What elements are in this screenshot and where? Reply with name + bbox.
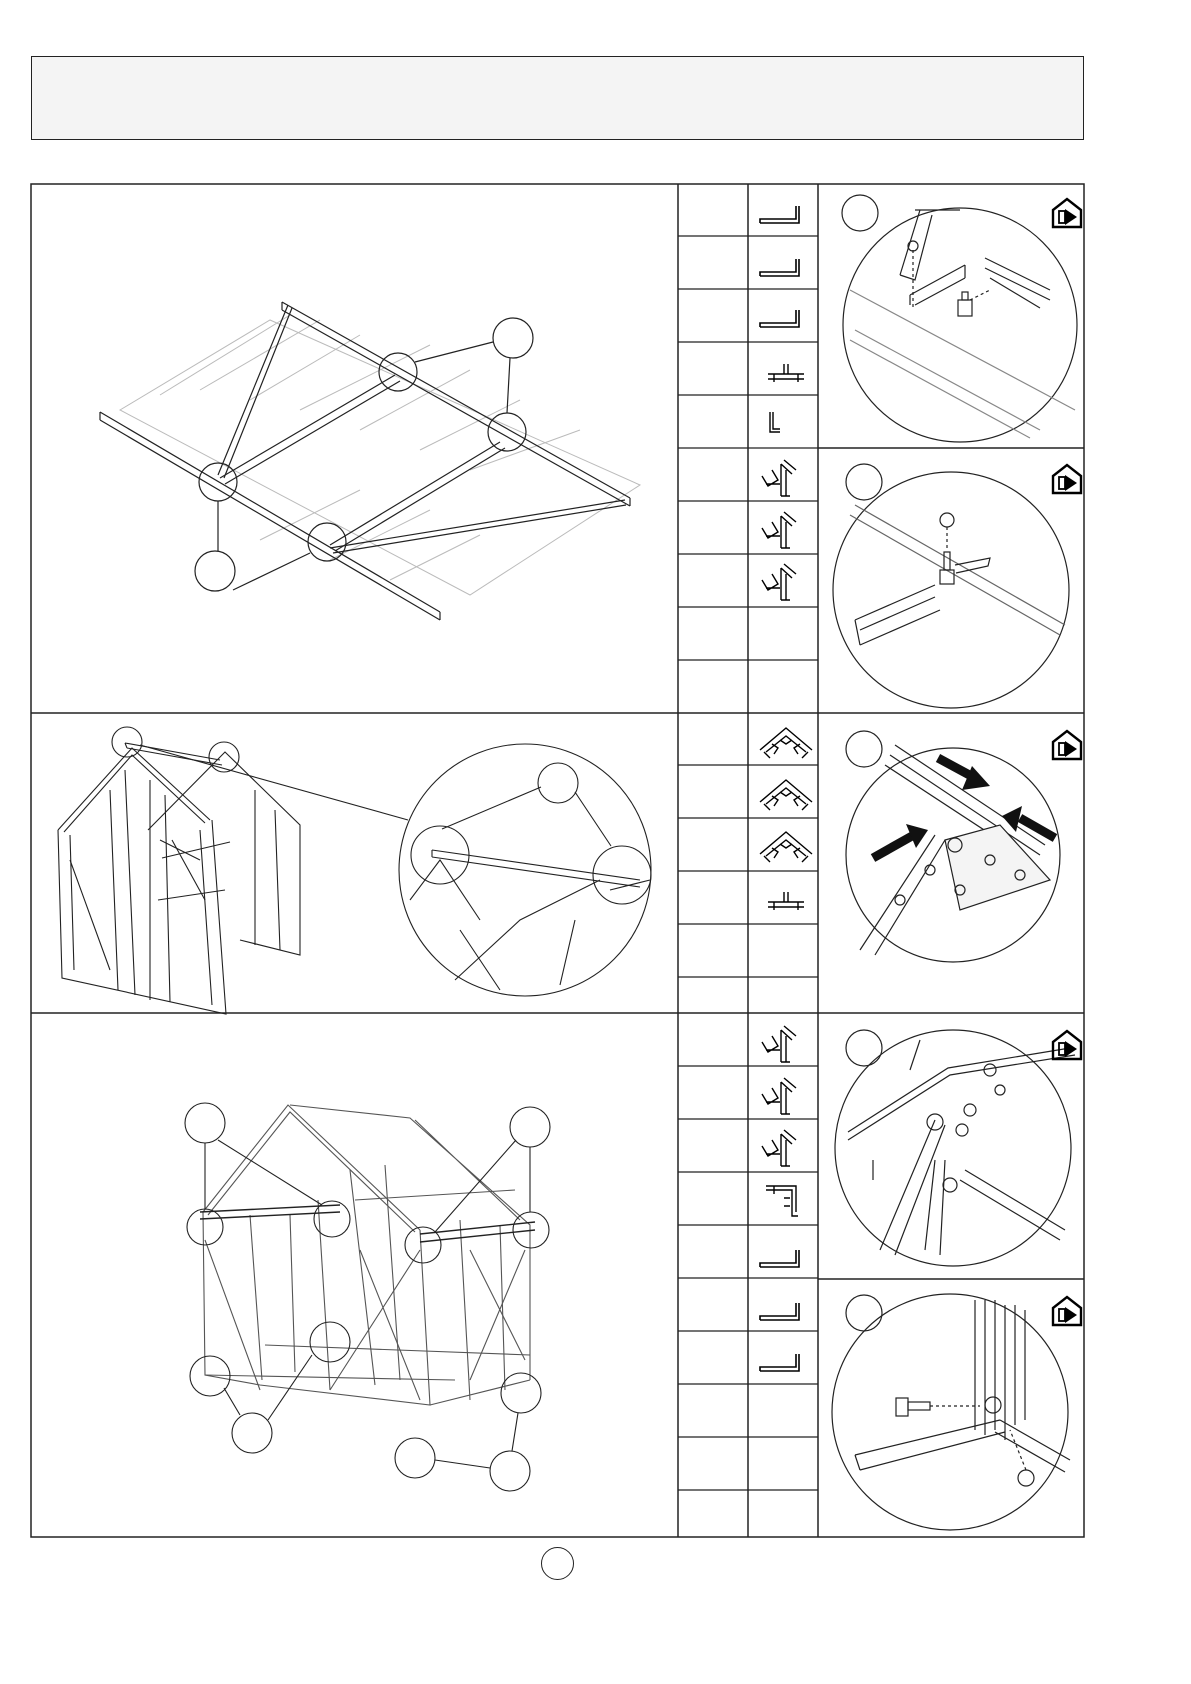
full-frame-illustration: [185, 1103, 550, 1491]
part-angle-profile-3: [760, 310, 799, 327]
part-small-angle-profile: [770, 412, 780, 432]
part-door-track-profile: [766, 1186, 798, 1216]
detail-corner-bracket: [835, 1030, 1075, 1266]
play-video-icon: [1053, 1031, 1081, 1059]
table-frame: [31, 184, 1084, 1537]
detail-base-bolt: [832, 1294, 1070, 1530]
part-glazing-bar-1: [762, 460, 796, 496]
play-video-icon: [1053, 465, 1081, 493]
part-ridge-profile-3: [760, 832, 812, 862]
play-video-icon: [1053, 731, 1081, 759]
detail-bolt-channel: [842, 195, 1077, 442]
part-glazing-bar-2: [762, 512, 796, 548]
play-video-icon: [1053, 199, 1081, 227]
play-video-icon: [1053, 1297, 1081, 1325]
part-ridge-profile-1: [760, 728, 812, 758]
part-angle-profile-2: [760, 259, 799, 276]
detail-bolt-rail: [833, 464, 1069, 708]
detail-ridge-bracket: [846, 731, 1060, 962]
part-angle-profile-6: [760, 1354, 799, 1371]
page-number-circle: [541, 1547, 574, 1580]
part-glazing-bar-4: [762, 1026, 796, 1062]
part-glazing-bar-5: [762, 1078, 796, 1114]
part-ridge-profile-2: [760, 780, 812, 810]
part-angle-profile-5: [760, 1303, 799, 1320]
frame-ridge-illustration: [58, 727, 651, 1014]
roof-frame-illustration: [100, 302, 640, 620]
part-glazing-bar-3: [762, 564, 796, 600]
part-glazing-bar-6: [762, 1130, 796, 1166]
part-angle-profile-4: [760, 1250, 799, 1267]
part-t-bar-profile-1: [768, 364, 804, 382]
part-t-bar-profile-2: [768, 892, 804, 910]
part-angle-profile-1: [760, 206, 799, 223]
